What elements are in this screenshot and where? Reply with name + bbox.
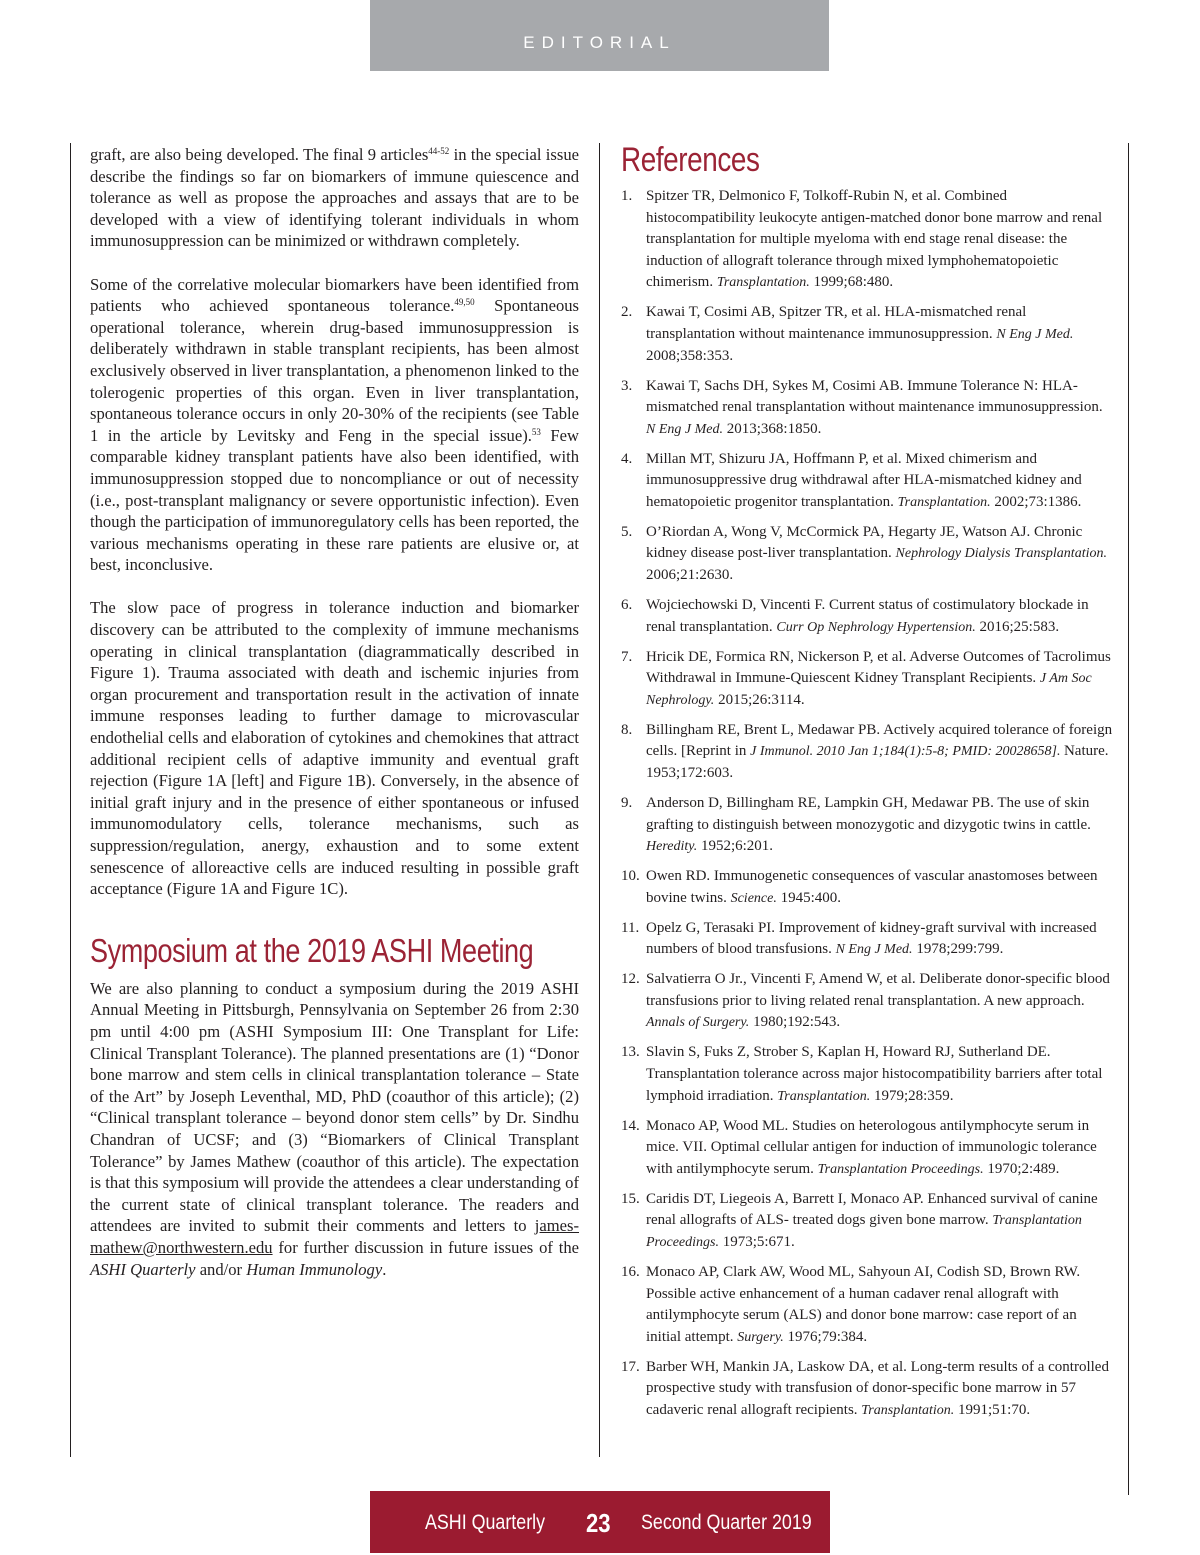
reference-number: 11. (621, 919, 640, 936)
footer-issue: Second Quarter 2019 (641, 1511, 812, 1534)
reference-text: Slavin S, Fuks Z, Strober S, Kaplan H, Howard RJ, Sutherland DE. Transplantation tolerance across major histocompatibility barriers after total lymphoid irradiation. (646, 1044, 1103, 1104)
reference-item (621, 647, 1113, 712)
reference-citation: 1952;6:201. (697, 838, 774, 855)
reference-journal: Annals of Surgery. (646, 1015, 750, 1031)
footer-publication: ASHI Quarterly (425, 1511, 546, 1534)
reference-citation: 1976;79:384. (783, 1328, 868, 1345)
reference-citation: 2015;26:3114. (714, 691, 805, 708)
citation-superscript: 53 (531, 426, 541, 437)
reference-citation: 2008;358:353. (646, 347, 734, 364)
reference-text: Owen RD. Immunogenetic consequences of vascular anastomoses between bovine twins. (646, 868, 1098, 906)
reference-number: 9. (621, 794, 633, 811)
section-banner (370, 0, 829, 71)
reference-journal: Curr Op Nephrology Hypertension. (776, 619, 976, 635)
reference-number: 6. (621, 597, 633, 614)
citation-superscript: 49,50 (454, 297, 475, 308)
reference-text: Monaco AP, Wood ML. Studies on heterologous antilymphocyte serum in mice. VII. Optimal cellular antigen for induction of immunologic tolerance with antilymphocyte serum. (646, 1117, 1097, 1177)
reference-number: 17. (621, 1358, 640, 1375)
reference-citation: 1979;28:359. (870, 1087, 954, 1104)
reference-citation: 1970;2:489. (983, 1160, 1060, 1177)
reference-journal: Transplantation. (861, 1402, 955, 1418)
reference-item (621, 449, 1113, 514)
reference-text: Salvatierra O Jr., Vincenti F, Amend W, et al. Deliberate donor-specific blood transfusions prior to living related renal transplantation. A new approach. (646, 971, 1110, 1009)
body-paragraph: Some of the correlative molecular biomarkers have been identified from patients who achieved spontaneous tolerance.$^{49,50}$ Spontaneous operational tolerance, wherein drug-based immunosuppression is deliberately withdrawn in stable transplant recipients, has been almost exclusively observed in liver transplantation, a phenomenon linked to the tolerogenic properties of this organ. Even in liver transplantation, spontaneous tolerance occurs in only 20-30% of the recipients (see Table 1 in the article by Levitsky and Feng in the special issue).$^{53}$ Few comparable kidney transplant patients have also been identified, with immunosuppression stopped due to noncompliance or out of necessity (i.e., post-transplant malignancy or severe opportunistic infection). Even though the participation of immunoregulatory cells has been reported, the various mechanisms operating in these rare patients are elusive or, at best, inconclusive. (90, 274, 579, 575)
reference-text: Hricik DE, Formica RN, Nickerson P, et al. Adverse Outcomes of Tacrolimus Withdrawal in Immune-Quiescent Kidney Transplant Recipients. (646, 648, 1111, 687)
reference-text: Opelz G, Terasaki PI. Improvement of kidney-graft survival with increased numbers of blood transfusions. (646, 919, 1097, 958)
reference-number: 15. (621, 1190, 640, 1207)
article-body-column (90, 144, 579, 1280)
reference-journal: Transplantation. (716, 275, 810, 291)
reference-citation: Nature. 1953;172:603. (646, 743, 1109, 781)
reference-journal: Science. (730, 890, 777, 906)
reference-item (621, 1189, 1113, 1254)
reference-citation: 1973;5:671. (718, 1234, 795, 1250)
reference-number: 10. (621, 868, 640, 885)
reference-text: Kawai T, Cosimi AB, Spitzer TR, et al. HLA-mismatched renal transplantation without maintenance immunosuppression. (646, 304, 1027, 342)
reference-text: Kawai T, Sachs DH, Sykes M, Cosimi AB. Immune Tolerance N: HLA-mismatched renal transplantation without maintenance immunosuppression. (646, 377, 1103, 416)
section-label: EDITORIAL (523, 33, 676, 52)
reference-item (621, 1357, 1113, 1422)
reference-journal: Heredity. (646, 839, 698, 855)
reference-journal: N Eng J Med. (835, 942, 913, 958)
reference-number: 13. (621, 1044, 640, 1061)
reference-number: 2. (621, 304, 633, 321)
reference-journal: J Immunol. (750, 744, 814, 760)
reference-number: 4. (621, 450, 633, 467)
reference-number: 16. (621, 1263, 640, 1280)
reference-journal: Transplantation Proceedings. (646, 1213, 1082, 1250)
reference-number: 8. (621, 721, 633, 738)
reference-journal: Transplantation. (777, 1088, 871, 1104)
reference-journal: Transplantation. (897, 494, 991, 510)
reference-text: Billingham RE, Brent L, Medawar PB. Actively acquired tolerance of foreign cells. [Reprint in (646, 721, 1113, 760)
reference-item (621, 720, 1113, 785)
reference-item (621, 376, 1113, 441)
reference-citation: 1978;299:799. (912, 941, 1004, 958)
reference-item (621, 793, 1113, 858)
symposium-paragraph: We are also planning to conduct a symposium during the 2019 ASHI Annual Meeting in Pittsburgh, Pennsylvania on September 26 from 2:30 pm until 4:00 pm (ASHI Symposium III: One Transplant for Life: Clinical Transplant Tolerance). The planned presentations are (1) “Donor bone marrow and stem cells in clinical transplantation tolerance – State of the Art” by Joseph Leventhal, MD, PhD (coauthor of this article); (2) “Clinical transplant tolerance – beyond donor stem cells” by Dr. Sindhu Chandran of UCSF; and (3) “Biomarkers of Clinical Transplant Tolerance” by James Mathew (coauthor of this article). The expectation is that this symposium will provide the attendees a clear understanding of the current state of clinical transplant tolerance. The readers and attendees are invited to submit their comments and letters to james-mathew@northwestern.edu for further discussion in future issues of the ASHI Quarterly and/or Human Immunology. (90, 978, 579, 1279)
reference-text: Millan MT, Shizuru JA, Hoffmann P, et al. Mixed chimerism and immunosuppressive drug withdrawal after HLA-mismatched kidney and hematopoietic progenitor transplantation. (646, 450, 1082, 510)
journal-name: Human Immunology (246, 1259, 383, 1279)
footer-banner (370, 1491, 830, 1553)
reference-citation: 1945:400. (776, 889, 842, 906)
reference-item (621, 1042, 1113, 1107)
reference-journal: J Am Soc Nephrology. (646, 671, 1092, 708)
reference-citation: 1999;68:480. (809, 274, 894, 291)
references-list (621, 186, 1113, 1422)
left-column-rule (70, 143, 71, 1457)
reference-item (621, 969, 1113, 1034)
reference-text: O’Riordan A, Wong V, McCormick PA, Hegarty JE, Watson AJ. Chronic kidney disease post-liver transplantation. (646, 523, 1083, 562)
reference-number: 7. (621, 648, 633, 665)
reference-journal: N Eng J Med. (646, 421, 723, 437)
reference-citation: 2002;73:1386. (990, 493, 1082, 510)
page-number: 23 (586, 1508, 611, 1538)
reference-citation: 2016;25:583. (975, 618, 1060, 635)
reference-citation: 2013;368:1850. (722, 420, 822, 437)
reference-text: Wojciechowski D, Vincenti F. Current status of costimulatory blockade in renal transplantation. (646, 597, 1089, 635)
journal-name: ASHI Quarterly (90, 1259, 196, 1279)
symposium-heading: Symposium at the 2019 ASHI Meeting (90, 931, 534, 969)
reference-journal: Nephrology Dialysis Transplantation. (895, 546, 1107, 562)
reference-number: 14. (621, 1117, 640, 1134)
reference-tail: 2010 Jan 1;184(1):5-8; PMID: 20028658]. (813, 744, 1064, 760)
reference-number: 5. (621, 523, 633, 540)
reference-text: Barber WH, Mankin JA, Laskow DA, et al. Long-term results of a controlled prospective study with transfusion of donor-specific bone marrow in 57 cadaveric renal allograft recipients. (646, 1358, 1109, 1418)
reference-item (621, 1262, 1113, 1348)
reference-item (621, 186, 1113, 294)
citation-superscript: 44-52 (428, 146, 450, 156)
right-column-rule (1128, 143, 1129, 1495)
reference-citation: 2006;21:2630. (646, 567, 734, 584)
reference-number: 12. (621, 971, 640, 988)
email-link[interactable]: james-mathew@northwestern.edu (90, 1216, 579, 1257)
body-paragraph: graft, are also being developed. The final 9 articles$^{44-52}$ in the special issue describe the findings so far on biomarkers of immune quiescence and tolerance as well as propose the approaches and assays that are to be developed with a view of identifying tolerant individuals in whom immunosuppression can be minimized or withdrawn completely. (90, 145, 579, 251)
reference-text: Caridis DT, Liegeois A, Barrett I, Monaco AP. Enhanced survival of canine renal allografts of ALS- treated dogs given bone marrow. (646, 1190, 1098, 1229)
reference-journal: Surgery. (737, 1329, 784, 1345)
reference-journal: Transplantation Proceedings. (817, 1161, 984, 1177)
reference-citation: 1980;192:543. (749, 1014, 841, 1031)
references-column (621, 140, 1113, 1430)
reference-journal: N Eng J Med. (996, 326, 1074, 342)
reference-item (621, 918, 1113, 961)
reference-item (621, 595, 1113, 638)
reference-number: 1. (621, 188, 633, 204)
reference-item (621, 1116, 1113, 1181)
reference-text: Anderson D, Billingham RE, Lampkin GH, Medawar PB. The use of skin grafting to distinguish between monozygotic and dizygotic twins in cattle. (646, 794, 1091, 833)
body-paragraph: The slow pace of progress in tolerance induction and biomarker discovery can be attributed to the complexity of immune mechanisms operating in clinical transplantation (diagrammatically described in Figure 1). Trauma associated with death and ischemic injuries from organ procurement and transportation result in the activation of innate immune responses leading to further damage to microvascular endothelial cells and elaboration of cytokines and chemokines that attract additional recipient cells of adaptive immunity and eventual graft rejection (Figure 1A [left] and Figure 1B). Conversely, in the absence of initial graft injury and in the presence of either spontaneous or infused immunomodulatory cells, tolerance mechanisms, such as suppression/regulation, anergy, exhaustion and to some extent senescence of alloreactive cells are induced resulting in possible graft acceptance (Figure 1A and Figure 1C). (90, 598, 579, 899)
reference-item (621, 302, 1113, 367)
middle-column-rule (599, 143, 600, 1457)
reference-item (621, 866, 1113, 909)
reference-number: 3. (621, 377, 633, 394)
reference-citation: 1991;51:70. (954, 1401, 1031, 1418)
reference-item (621, 522, 1113, 587)
reference-text: Monaco AP, Clark AW, Wood ML, Sahyoun AI, Codish SD, Brown RW. Possible active enhancement of a human cadaver renal allograft with antilymphocyte serum (ALS) and donor bone marrow: case report of an initial attempt. (646, 1263, 1081, 1345)
reference-text: Spitzer TR, Delmonico F, Tolkoff-Rubin N, et al. Combined histocompatibility leukocyte antigen-matched donor bone marrow and renal transplantation for multiple myeloma with end stage renal disease: the induction of allograft tolerance through mixed lymphohematopoietic chimerism. (646, 188, 1103, 291)
references-heading: References (621, 141, 760, 179)
